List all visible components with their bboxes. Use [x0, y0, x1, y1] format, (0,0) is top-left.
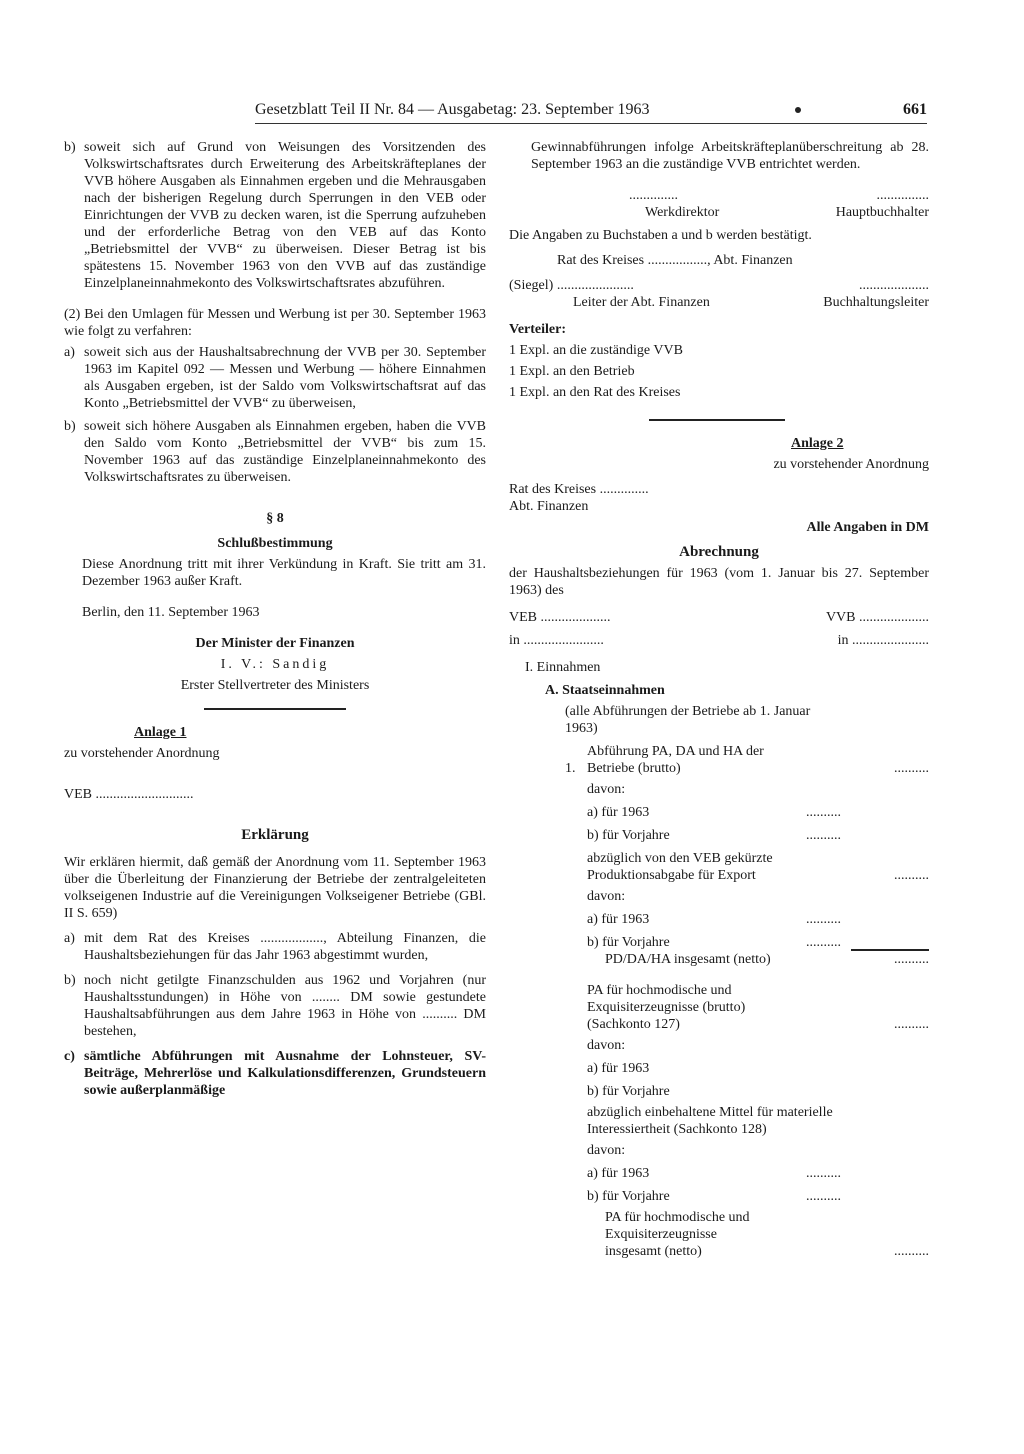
- confirmation-text: Die Angaben zu Buchstaben a und b werden bestätigt.: [509, 228, 812, 243]
- sum-rule: [851, 949, 929, 951]
- vvb-field: VVB ....................: [825, 610, 929, 625]
- item-label: b): [64, 973, 76, 988]
- row-label: a) für 1963: [587, 1166, 650, 1181]
- amount-dots: ..........: [806, 1166, 841, 1181]
- siegel-roles: [509, 294, 929, 311]
- rat-line: Rat des Kreises ................., Abt. Finanzen: [557, 253, 793, 268]
- anlage-2-subtitle: zu vorstehender Anordnung: [773, 457, 929, 472]
- place-date: Berlin, den 11. September 1963: [82, 605, 260, 620]
- row-label: b) für Vorjahre: [587, 828, 670, 843]
- verteiler-item: 1 Expl. an den Betrieb: [509, 364, 635, 379]
- row-abzueglich-export: [509, 850, 929, 884]
- row-a-1963: [509, 1165, 929, 1182]
- amount-dots: ..........: [894, 761, 929, 776]
- item-label: a): [64, 345, 75, 360]
- hauptbuchhalter-label: Hauptbuchhalter: [835, 205, 929, 220]
- row-b-vorjahre: [509, 827, 929, 844]
- right-column: [509, 139, 929, 1260]
- erklaerung-title: Erklärung: [241, 827, 309, 843]
- list-item-b2: [64, 418, 486, 486]
- buchhaltungsleiter-label: Buchhaltungsleiter: [823, 295, 929, 310]
- dots: ..............: [629, 188, 678, 203]
- item-text: mit dem Rat des Kreises .................., Abteilung Finanzen, die Haushaltsbeziehungen für das Jahr 1963 abgestimmt wurden,: [84, 931, 486, 963]
- row-pa-insgesamt: [509, 1209, 929, 1260]
- item-text: soweit sich höhere Ausgaben als Einnahmen ergeben, haben die VVB den Saldo vom Konto „Betriebsmittel der VVB“ bis zum 15. November 1963 auf das zuständige Einzelplaneinnahmekonto des Volkswirtschaftsrates zu überweisen.: [84, 419, 486, 485]
- davon-label: davon:: [587, 782, 626, 797]
- row-label: PA für hochmodische und Exquisiterzeugnisse insgesamt (netto): [605, 1210, 750, 1259]
- row-a-1963: [509, 1060, 929, 1077]
- left-column: [64, 139, 486, 1099]
- signature: I. V.: Sandig: [220, 657, 330, 672]
- dots: ....................: [859, 278, 929, 293]
- row-label: PD/DA/HA insgesamt (netto): [605, 952, 771, 967]
- row-pa-hochmodisch: [509, 982, 929, 1033]
- veb-line: VEB ............................: [64, 787, 194, 802]
- page-number: 661: [903, 101, 927, 118]
- row-a-1963: [509, 804, 929, 821]
- row-pdha-netto: [509, 951, 929, 968]
- veb-field: VEB ....................: [509, 610, 611, 625]
- amount-dots: ..........: [894, 868, 929, 883]
- verteiler-title: Verteiler:: [509, 322, 566, 337]
- dots: ...............: [876, 188, 929, 203]
- siegel-label: (Siegel) ......................: [509, 278, 634, 293]
- bullet-mark: [795, 107, 801, 113]
- list-item-eb: [64, 972, 486, 1040]
- abt-finanzen: Abt. Finanzen: [509, 499, 589, 514]
- row-label: a) für 1963: [587, 805, 650, 820]
- signer-role: Erster Stellvertreter des Ministers: [180, 678, 370, 693]
- siegel-row: [509, 277, 929, 294]
- davon-label: davon:: [587, 1143, 626, 1158]
- list-item-b: [64, 139, 486, 292]
- werkdirektor-label: Werkdirektor: [645, 205, 720, 220]
- item-text: soweit sich aus der Haushaltsabrechnung der VVB per 30. September 1963 im Kapitel 092 — Messen und Werbung — höhere Einnahmen als Ausgaben ergeben, ist der Saldo vom Volkswirtschaftsrat auf das Konto „Betriebsmittel der VVB“ zu überweisen,: [84, 345, 486, 411]
- row-label: abzüglich von den VEB gekürzte Produktionsabgabe für Export: [587, 851, 773, 883]
- amount-dots: ..........: [806, 805, 841, 820]
- item-number: 1.: [565, 761, 576, 776]
- row-b-vorjahre: [509, 934, 929, 951]
- staatseinnahmen-note: (alle Abführungen der Betriebe ab 1. Januar 1963): [565, 704, 811, 736]
- anlage-2-title: Anlage 2: [791, 436, 844, 451]
- rat-des-kreises: Rat des Kreises ..............: [509, 482, 649, 497]
- amount-dots: ..........: [806, 828, 841, 843]
- page-header: [255, 101, 927, 123]
- row-abzueglich-mittel: abzüglich einbehaltene Mittel für materielle Interessiertheit (Sachkonto 128): [587, 1105, 833, 1137]
- row-b-vorjahre: [509, 1083, 929, 1100]
- in-field: in .......................: [509, 633, 604, 648]
- signature-dots: [509, 187, 929, 204]
- item-1-row: [509, 743, 929, 777]
- staatseinnahmen-heading: A. Staatseinnahmen: [545, 683, 665, 698]
- row-label: a) für 1963: [587, 912, 650, 927]
- amount-dots: ..........: [894, 1017, 929, 1032]
- alle-angaben: Alle Angaben in DM: [806, 520, 929, 535]
- davon-label: davon:: [587, 889, 626, 904]
- section-title: Schlußbestimmung: [217, 536, 333, 551]
- einnahmen-heading: I. Einnahmen: [525, 660, 601, 675]
- item-text: Abführung PA, DA und HA der Betriebe (brutto): [587, 744, 764, 776]
- abrechnung-text: der Haushaltsbeziehungen für 1963 (vom 1. Januar bis 27. September 1963) des: [509, 566, 929, 598]
- row-label: b) für Vorjahre: [587, 1189, 670, 1204]
- continuation-text: Gewinnabführungen infolge Arbeitskräfteplanüberschreitung ab 28. September 1963 an die zuständige VVB entrichtet werden.: [531, 140, 929, 172]
- item-text: sämtliche Abführungen mit Ausnahme der Lohnsteuer, SV-Beiträge, Mehrerlöse und Kalkulationsdifferenzen, Grundsteuern sowie außerplanmäßige: [84, 1049, 486, 1098]
- verteiler-item: 1 Expl. an den Rat des Kreises: [509, 385, 681, 400]
- amount-dots: ..........: [806, 1189, 841, 1204]
- section-text: Diese Anordnung tritt mit ihrer Verkündung in Kraft. Sie tritt am 31. Dezember 1963 außer Kraft.: [82, 557, 486, 589]
- item-label: c): [64, 1049, 75, 1064]
- item-label: b): [64, 419, 76, 434]
- item-label: a): [64, 931, 75, 946]
- item-text: soweit sich auf Grund von Weisungen des Vorsitzenden des Volkswirtschaftsrates durch Erweiterung des Arbeitskräfteplanes der VVB höhere Ausgaben als Einnahmen ergeben und die Mehrausgaben nach der bisherigen Regelung durch Sperrungen in den VEB oder Einrichtungen der VVB zu decken waren, ist die Sperrung aufzuheben und der erforderliche Betrag von den VEB auf das Konto „Betriebsmittel der VVB“ zu überweisen. Dieser Betrag ist bis spätestens 15. November 1963 von den VVB auf das zuständige Einzelplaneinnahmekonto des Volkswirtschaftsrates abzuführen.: [84, 140, 486, 291]
- list-item-a2: [64, 344, 486, 412]
- verteiler-item: 1 Expl. an die zuständige VVB: [509, 343, 683, 358]
- amount-dots: ..........: [894, 952, 929, 967]
- item-label: b): [64, 140, 76, 155]
- section-number: § 8: [266, 511, 284, 526]
- amount-dots: ..........: [806, 935, 841, 950]
- davon-label: davon:: [587, 1038, 626, 1053]
- minister-title: Der Minister der Finanzen: [195, 636, 355, 651]
- list-item-ec: [64, 1048, 486, 1099]
- row-label: a) für 1963: [587, 1061, 650, 1076]
- list-item-ea: [64, 930, 486, 964]
- leiter-label: Leiter der Abt. Finanzen: [573, 295, 710, 310]
- item-text: noch nicht getilgte Finanzschulden aus 1962 und Vorjahren (nur Haushaltsstundungen) in Höhe von ........ DM sowie gestundete Haushaltsabführungen aus dem Jahre 1963 in Höhe von .......... DM bestehen,: [84, 973, 486, 1039]
- amount-dots: ..........: [894, 1244, 929, 1259]
- row-label: PA für hochmodische und Exquisiterzeugnisse (brutto) (Sachkonto 127): [587, 983, 746, 1032]
- in-row: [509, 632, 929, 649]
- signature-roles: [509, 204, 929, 221]
- header-rule: [255, 123, 927, 124]
- row-a-1963: [509, 911, 929, 928]
- row-label: b) für Vorjahre: [587, 935, 670, 950]
- in-field: in ......................: [837, 633, 929, 648]
- abrechnung-title: Abrechnung: [679, 544, 759, 560]
- anlage-1-title: Anlage 1: [134, 725, 187, 740]
- anlage-1-subtitle: zu vorstehender Anordnung: [64, 746, 220, 761]
- veb-vvb-row: [509, 609, 929, 626]
- row-label: b) für Vorjahre: [587, 1084, 670, 1099]
- paragraph-2: (2) Bei den Umlagen für Messen und Werbung ist per 30. September 1963 wie folgt zu verfahren:: [64, 307, 486, 339]
- amount-dots: ..........: [806, 912, 841, 927]
- header-title: Gesetzblatt Teil II Nr. 84 — Ausgabetag: 23. September 1963: [255, 101, 650, 118]
- row-b-vorjahre: [509, 1188, 929, 1205]
- erklaerung-text: Wir erklären hiermit, daß gemäß der Anordnung vom 11. September 1963 über die Überleitung der Finanzierung der Betriebe der zentralgeleiteten volkseigenen Industrie auf die Vereinigungen Volkseigener Betriebe (GBl. II S. 659): [64, 855, 486, 921]
